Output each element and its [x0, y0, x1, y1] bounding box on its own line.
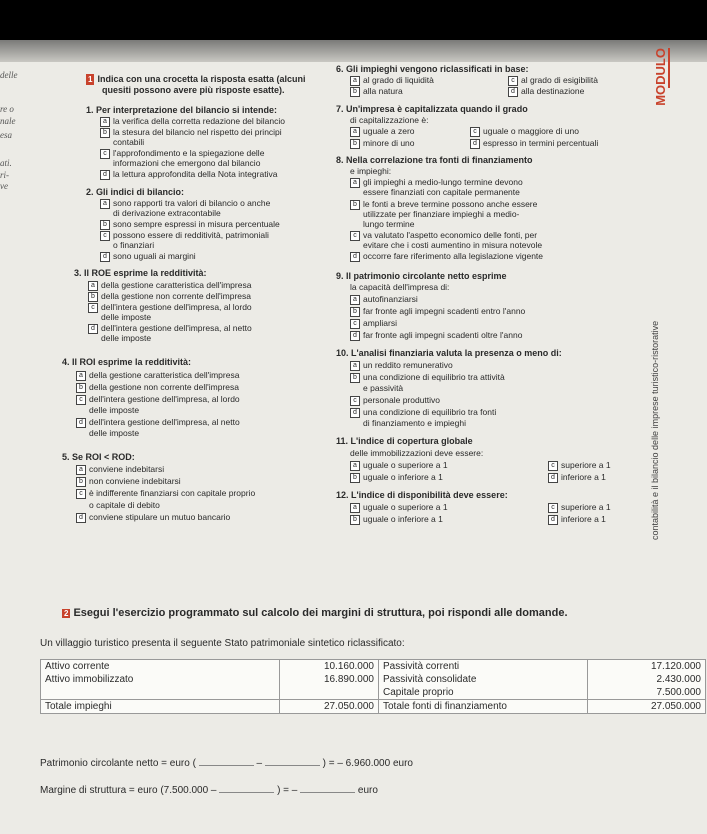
q11-option-d[interactable]: d inferiore a 1: [548, 472, 606, 483]
question-6: 6. Gli impieghi vengono riclassificati in base:: [336, 64, 529, 74]
q2-option-d[interactable]: d sono uguali ai margini: [100, 251, 196, 262]
q2-option-c[interactable]: c possono essere di redditività, patrimoniali: [100, 230, 269, 241]
q8-option-a[interactable]: a gli impieghi a medio-lungo termine devono: [350, 177, 523, 188]
exercise-1-heading: 1 Indica con una crocetta la risposta esatta (alcuni: [88, 74, 306, 84]
q4-option-d[interactable]: d dell'intera gestione dell'impresa, al netto: [76, 417, 240, 428]
exercise-2-heading: 2 Esegui l'esercizio programmato sul calcolo dei margini di struttura, poi rispondi alle domande.: [64, 607, 568, 619]
q12-option-d[interactable]: d inferiore a 1: [548, 514, 606, 525]
q5-option-a[interactable]: a conviene indebitarsi: [76, 464, 164, 475]
q1-option-a[interactable]: a la verifica della corretta redazione del bilancio: [100, 116, 285, 127]
q10-option-d-cont: di finanziamento e impieghi: [363, 418, 467, 428]
pcn-formula: Patrimonio circolante netto = euro ( – ) = – 6.960.000 euro: [40, 758, 413, 769]
module-accent-line: [668, 48, 670, 88]
q8-option-b-cont: utilizzate per finanziare impieghi a medio-: [363, 209, 520, 219]
table-cell: 10.160.000: [280, 660, 379, 674]
q5-option-c[interactable]: c è indifferente finanziarsi con capitale proprio: [76, 488, 255, 499]
q8-option-d[interactable]: d occorre fare riferimento alla legislazione vigente: [350, 251, 543, 262]
q7-option-d[interactable]: d espresso in termini percentuali: [470, 138, 598, 149]
q7-option-b[interactable]: b minore di uno: [350, 138, 415, 149]
q10-option-a[interactable]: a un reddito remunerativo: [350, 360, 453, 371]
exercise-number: 2: [64, 609, 69, 618]
table-cell: 16.890.000: [280, 673, 379, 686]
q3-option-a[interactable]: a della gestione caratteristica dell'impresa: [88, 280, 251, 291]
question-11: 11. L'indice di copertura globale: [336, 436, 473, 446]
table-cell: 17.120.000: [588, 660, 706, 674]
q8-option-a-cont: essere finanziati con capitale permanente: [363, 187, 520, 197]
table-cell: Capitale proprio: [379, 686, 588, 700]
margin-word: delle: [0, 70, 18, 80]
q1-option-b[interactable]: b la stesura del bilancio nel rispetto dei principi: [100, 127, 282, 138]
q10-option-b[interactable]: b una condizione di equilibrio tra attività: [350, 372, 505, 383]
q11-option-c[interactable]: c superiore a 1: [548, 460, 611, 471]
table-cell: Passività correnti: [379, 660, 588, 674]
q2-option-a[interactable]: a sono rapporti tra valori di bilancio o anche: [100, 198, 270, 209]
q9-option-c[interactable]: c ampliarsi: [350, 318, 397, 329]
exercise-number: 1: [88, 75, 93, 84]
margin-word: esa: [0, 130, 12, 140]
q1-option-c[interactable]: c l'approfondimento e la spiegazione delle: [100, 148, 264, 159]
q9-option-a[interactable]: a autofinanziarsi: [350, 294, 418, 305]
ms-formula: Margine di struttura = euro (7.500.000 – ) = – euro: [40, 785, 378, 796]
q8-option-b[interactable]: b le fonti a breve termine possono anche essere: [350, 199, 537, 210]
question-8-cont: e impieghi:: [350, 166, 392, 176]
margin-word: nale: [0, 116, 16, 126]
question-8: 8. Nella correlazione tra fonti di finanziamento: [336, 155, 533, 165]
q3-option-b[interactable]: b della gestione non corrente dell'impresa: [88, 291, 251, 302]
q3-option-d-cont: delle imposte: [101, 333, 152, 343]
table-cell: 27.050.000: [280, 700, 379, 714]
q2-option-a-cont: di derivazione extracontabile: [113, 208, 221, 218]
pcn-blank-2[interactable]: [265, 765, 320, 766]
q4-option-a[interactable]: a della gestione caratteristica dell'impresa: [76, 370, 239, 381]
table-cell: [280, 686, 379, 700]
q4-option-c-cont: delle imposte: [89, 405, 140, 415]
table-cell: Attivo immobilizzato: [41, 673, 280, 686]
top-dark-band: [0, 0, 707, 40]
question-10: 10. L'analisi finanziaria valuta la presenza o meno di:: [336, 348, 562, 358]
q12-option-c[interactable]: c superiore a 1: [548, 502, 611, 513]
margin-word: re o: [0, 104, 14, 114]
question-5: 5. Se ROI < ROD:: [62, 452, 135, 462]
table-cell: 7.500.000: [588, 686, 706, 700]
table-cell: [41, 686, 280, 700]
margin-word: ri-: [0, 170, 9, 180]
q3-option-d[interactable]: d dell'intera gestione dell'impresa, al netto: [88, 323, 252, 334]
q6-option-d[interactable]: d alla destinazione: [508, 86, 584, 97]
balance-sheet-table: [40, 659, 706, 714]
table-row: [41, 673, 706, 686]
q6-option-c[interactable]: c al grado di esigibilità: [508, 75, 598, 86]
table-cell: Attivo corrente: [41, 660, 280, 674]
question-12: 12. L'indice di disponibilità deve essere:: [336, 490, 508, 500]
table-cell: Totale impieghi: [41, 700, 280, 714]
table-row: [41, 700, 706, 714]
margin-word: ati.: [0, 158, 12, 168]
table-row: [41, 686, 706, 700]
q5-option-b[interactable]: b non conviene indebitarsi: [76, 476, 181, 487]
table-cell: 2.430.000: [588, 673, 706, 686]
q12-option-b[interactable]: b uguale o inferiore a 1: [350, 514, 443, 525]
q2-option-b[interactable]: b sono sempre espressi in misura percentuale: [100, 219, 280, 230]
question-9-cont: la capacità dell'impresa di:: [350, 282, 450, 292]
exercise-2-intro: Un villaggio turistico presenta il seguente Stato patrimoniale sintetico riclassificato:: [40, 638, 405, 649]
q9-option-b[interactable]: b far fronte agli impegni scadenti entro l'anno: [350, 306, 525, 317]
question-7-cont: di capitalizzazione è:: [350, 115, 429, 125]
q6-option-a[interactable]: a al grado di liquidità: [350, 75, 434, 86]
module-label: MODULO: [653, 48, 668, 106]
ms-blank-1[interactable]: [219, 792, 274, 793]
q5-option-d[interactable]: d conviene stipulare un mutuo bancario: [76, 512, 230, 523]
q3-option-c[interactable]: c dell'intera gestione dell'impresa, al lordo: [88, 302, 252, 313]
q12-option-a[interactable]: a uguale o superiore a 1: [350, 502, 448, 513]
q10-option-d[interactable]: d una condizione di equilibrio tra fonti: [350, 407, 496, 418]
question-11-cont: delle immobilizzazioni deve essere:: [350, 448, 484, 458]
table-cell: 27.050.000: [588, 700, 706, 714]
q1-option-b-cont: contabili: [113, 137, 145, 147]
question-2: 2. Gli indici di bilancio:: [86, 187, 185, 197]
question-4: 4. Il ROI esprime la redditività:: [62, 357, 192, 367]
q4-option-c[interactable]: c dell'intera gestione dell'impresa, al lordo: [76, 394, 240, 405]
q7-option-a[interactable]: a uguale a zero: [350, 126, 415, 137]
q11-option-a[interactable]: a uguale o superiore a 1: [350, 460, 448, 471]
table-row: [41, 660, 706, 674]
ms-blank-2[interactable]: [300, 792, 355, 793]
pcn-blank-1[interactable]: [199, 765, 254, 766]
q1-option-c-cont: informazioni che emergono dal bilancio: [113, 158, 261, 168]
q8-option-c[interactable]: c va valutato l'aspetto economico delle fonti, per: [350, 230, 537, 241]
question-9: 9. Il patrimonio circolante netto esprime: [336, 271, 507, 281]
table-cell: Passività consolidate: [379, 673, 588, 686]
q10-option-c[interactable]: c personale produttivo: [350, 395, 440, 406]
q5-option-c-cont: o capitale di debito: [89, 500, 160, 510]
q8-option-c-cont: evitare che i costi aumentino in misura notevole: [363, 240, 543, 250]
q6-option-b[interactable]: b alla natura: [350, 86, 403, 97]
q4-option-b[interactable]: b della gestione non corrente dell'impresa: [76, 382, 239, 393]
q11-option-b[interactable]: b uguale o inferiore a 1: [350, 472, 443, 483]
q2-option-c-cont: o finanziari: [113, 240, 155, 250]
question-7: 7. Un'impresa è capitalizzata quando il grado: [336, 104, 528, 114]
question-1: 1. Per interpretazione del bilancio si intende:: [86, 105, 278, 115]
margin-word: ve: [0, 181, 8, 191]
page-top-strip: [0, 40, 707, 62]
q4-option-d-cont: delle imposte: [89, 428, 140, 438]
q8-option-b-cont-2: lungo termine: [363, 219, 415, 229]
side-chapter-title: contabilità e il bilancio delle imprese turistico-ristorative: [650, 320, 660, 540]
q3-option-c-cont: delle imposte: [101, 312, 152, 322]
question-3: 3. Il ROE esprime la redditività:: [74, 268, 207, 278]
table-cell: Totale fonti di finanziamento: [379, 700, 588, 714]
q1-option-d[interactable]: d la lettura approfondita della Nota integrativa: [100, 169, 277, 180]
q7-option-c[interactable]: c uguale o maggiore di uno: [470, 126, 579, 137]
exercise-1-heading-2: quesiti possono avere più risposte esatte).: [102, 85, 285, 95]
q10-option-b-cont: e passività: [363, 383, 404, 393]
q9-option-d[interactable]: d far fronte agli impegni scadenti oltre l'anno: [350, 330, 522, 341]
